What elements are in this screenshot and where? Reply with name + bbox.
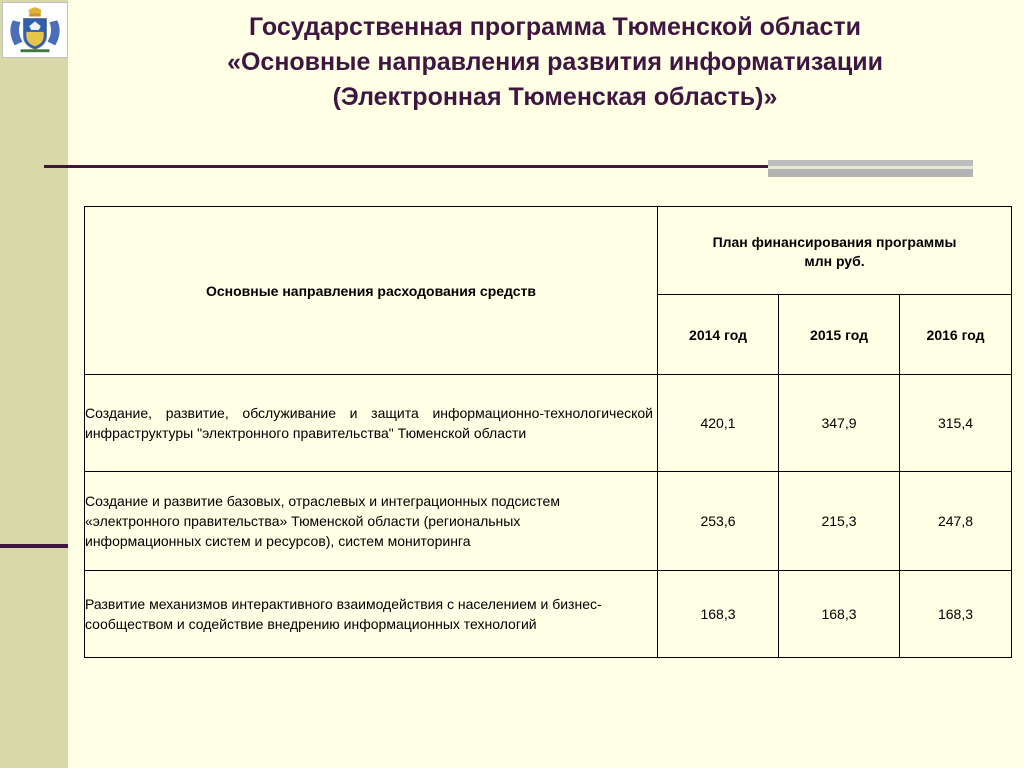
page-title xyxy=(120,10,990,115)
row-value-2014: 168,3 xyxy=(658,571,779,658)
title-divider xyxy=(44,165,770,168)
row-value-2015: 215,3 xyxy=(779,472,900,571)
row-description xyxy=(85,472,658,571)
row-value-2016: 315,4 xyxy=(900,375,1012,472)
header-directions: Основные направления расходования средств xyxy=(85,207,658,375)
table-row xyxy=(85,571,1012,658)
header-year-2016: 2016 год xyxy=(900,295,1012,375)
table-row xyxy=(85,375,1012,472)
row-value-2015: 168,3 xyxy=(779,571,900,658)
funding-table xyxy=(84,206,1012,658)
row-value-2014: 420,1 xyxy=(658,375,779,472)
header-year-2014: 2014 год xyxy=(658,295,779,375)
row-description xyxy=(85,375,658,472)
row-description-text: Развитие механизмов интерактивного взаимодействия с населением и бизнес-сообществом и содействие внедрению информационных технологий xyxy=(85,596,602,632)
header-plan-line-1: План финансирования программы xyxy=(712,233,957,250)
row-description-text: Создание и развитие базовых, отраслевых и интеграционных подсистем «электронного правительства» Тюменской области (региональных информационных систем и ресурсов), систем мониторинга xyxy=(85,493,560,549)
left-decor-bar xyxy=(0,0,68,768)
header-plan xyxy=(658,207,1012,295)
row-description-text: Создание, развитие, обслуживание и защита информационно-технологической инфраструктуры "электронного правительства" Тюменской области xyxy=(85,405,653,441)
header-plan-line-2: млн руб. xyxy=(804,252,865,269)
left-decor-line xyxy=(0,544,68,548)
row-value-2015: 347,9 xyxy=(779,375,900,472)
table-row xyxy=(85,472,1012,571)
decor-gray-bar xyxy=(768,160,973,177)
title-line-3: (Электронная Тюменская область)» xyxy=(332,83,778,111)
row-value-2014: 253,6 xyxy=(658,472,779,571)
row-value-2016: 247,8 xyxy=(900,472,1012,571)
header-year-2015: 2015 год xyxy=(779,295,900,375)
region-emblem-icon xyxy=(2,2,68,58)
row-value-2016: 168,3 xyxy=(900,571,1012,658)
title-line-2: «Основные направления развития информатизации xyxy=(227,48,883,76)
title-line-1: Государственная программа Тюменской области xyxy=(248,13,862,41)
row-description xyxy=(85,571,658,658)
